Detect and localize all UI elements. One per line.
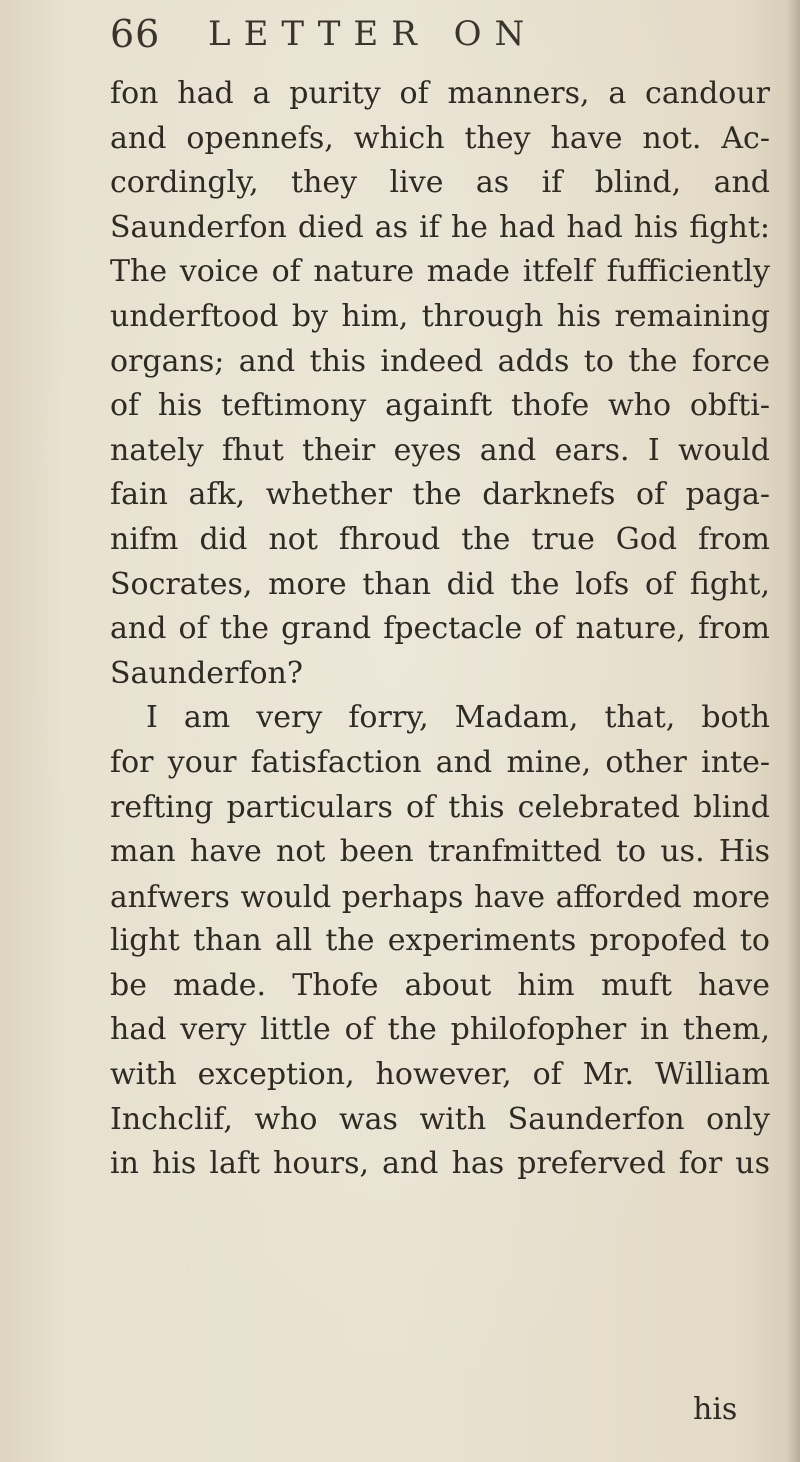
text-line: Inchclif, who was with Saunderfon only (110, 1101, 770, 1137)
text-line: light than all the experiments propofed to (110, 923, 770, 959)
text-line: The voice of nature made itfelf fufficiently (110, 254, 770, 290)
text-line: for your fatisfaction and mine, other inte- (110, 744, 770, 780)
text-line: I am very forry, Madam, that, both (146, 700, 770, 736)
text-line: Saunderfon? (110, 655, 303, 691)
text-line: had very little of the philofopher in them, (110, 1012, 770, 1048)
text-line: Saunderfon died as if he had had his fight: (110, 209, 770, 245)
text-line: nifm did not fhroud the true God from (110, 521, 770, 557)
page-edge-shadow (786, 0, 800, 1462)
running-title: LETTER ON (208, 14, 538, 54)
body-text (110, 72, 770, 1187)
text-line: fain afk, whether the darknefs of paga- (110, 477, 770, 513)
text-line: fon had a purity of manners, a candour (110, 76, 770, 111)
text-line: anfwers would perhaps have afforded more (110, 879, 770, 914)
text-line: and of the grand fpectacle of nature, from (110, 611, 770, 647)
page-number: 66 (110, 12, 161, 56)
text-line: nately fhut their eyes and ears. I would (110, 432, 770, 468)
text-line: of his teftimony againft thofe who obfti- (110, 388, 770, 424)
text-line: organs; and this indeed adds to the force (110, 343, 770, 379)
text-line: be made. Thofe about him muft have (110, 967, 770, 1003)
catchword: his (693, 1392, 738, 1427)
text-line: cordingly, they live as if blind, and (110, 165, 770, 201)
running-head (110, 12, 750, 72)
text-line: in his laft hours, and has preferved for us (110, 1146, 770, 1182)
text-line: underftood by him, through his remaining (110, 298, 770, 334)
text-line: Socrates, more than did the lofs of fight, (110, 566, 770, 602)
text-line: with exception, however, of Mr. William (110, 1057, 770, 1093)
text-line: refting particulars of this celebrated blind (110, 789, 770, 825)
text-line: and opennefs, which they have not. Ac- (110, 120, 770, 156)
text-line: man have not been tranfmitted to us. His (110, 834, 770, 870)
